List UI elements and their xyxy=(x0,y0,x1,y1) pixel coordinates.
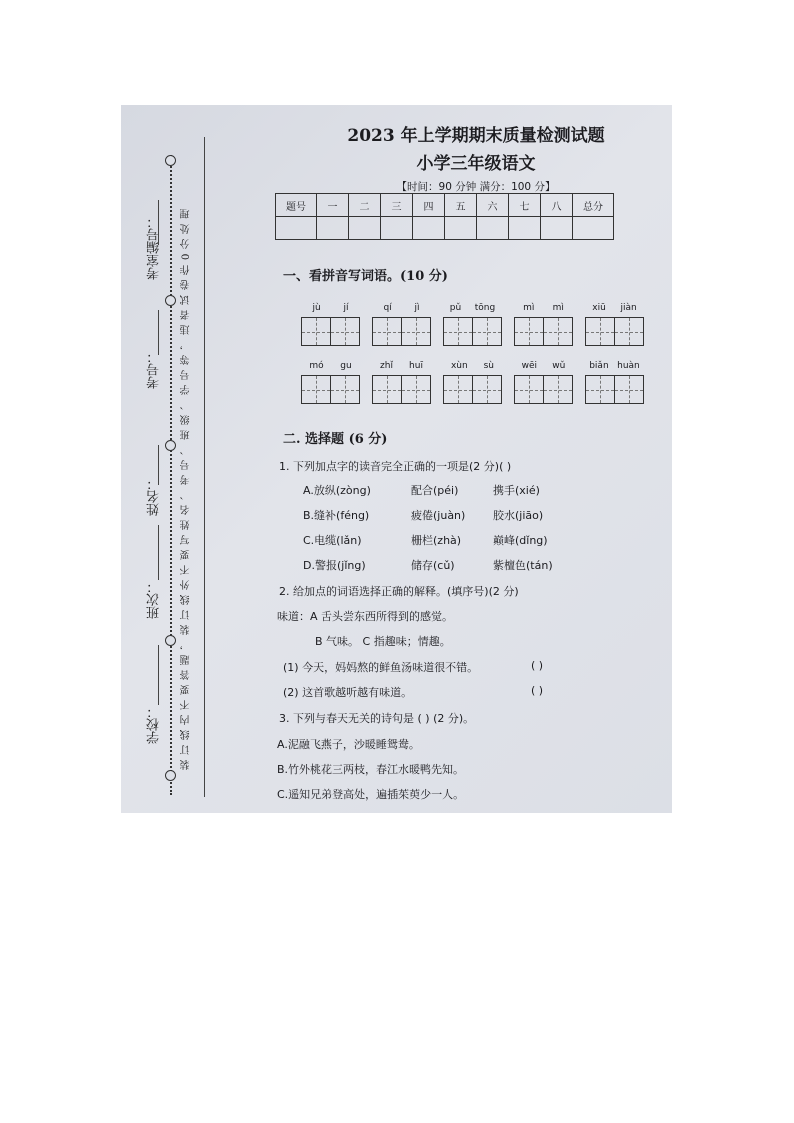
section-2-title: 二. 选择题 (6 分) xyxy=(283,432,388,447)
q1-option: 巅峰(dǐng) xyxy=(493,534,548,547)
score-header: 四 xyxy=(413,194,445,217)
pinyin: mì xyxy=(523,303,535,313)
q1-option: C.电缆(lǎn) xyxy=(303,534,362,547)
pinyin: huàn xyxy=(617,361,640,371)
score-table xyxy=(275,193,614,240)
score-cell[interactable] xyxy=(413,217,445,240)
binding-ring xyxy=(165,770,176,781)
binding-ring xyxy=(165,295,176,306)
seat-number-underline xyxy=(158,310,159,355)
pinyin-word xyxy=(514,361,573,404)
score-header: 总分 xyxy=(573,194,614,217)
pinyin-word xyxy=(372,303,431,346)
pinyin-word xyxy=(585,303,644,346)
score-cell[interactable] xyxy=(349,217,381,240)
pinyin: huī xyxy=(409,361,423,371)
score-cell[interactable] xyxy=(573,217,614,240)
section-1-title: 一、看拼音写词语。(10 分) xyxy=(283,269,448,284)
pinyin: pǔ xyxy=(449,303,462,313)
writing-grid[interactable] xyxy=(585,317,644,346)
binding-notice: 装订线内不要答题，装订线外不要写姓名、考号、班级、学号等，违者试卷作0分处理 xyxy=(181,203,192,770)
q3-option-b: B.竹外桃花三两枝，春江水暖鸭先知。 xyxy=(277,763,465,776)
score-cell[interactable] xyxy=(477,217,509,240)
class-label: 班次： xyxy=(147,580,162,619)
binding-ring xyxy=(165,635,176,646)
name-underline xyxy=(158,445,159,485)
pinyin-word xyxy=(301,303,360,346)
exam-room-label: 考室编号： xyxy=(147,215,162,280)
q1-option: D.警报(jǐng) xyxy=(303,559,366,572)
score-header: 题号 xyxy=(276,194,317,217)
q2-stem: 2. 给加点的词语选择正确的解释。(填序号)(2 分) xyxy=(279,585,519,598)
pinyin: jiàn xyxy=(620,303,637,313)
pinyin: jì xyxy=(414,303,420,313)
binding-ring xyxy=(165,440,176,451)
pinyin: gu xyxy=(340,361,352,371)
exam-subtitle: 小学三年级语文 xyxy=(416,154,536,174)
pinyin-word xyxy=(514,303,573,346)
pinyin: sù xyxy=(483,361,495,371)
writing-grid[interactable] xyxy=(443,317,502,346)
score-header: 六 xyxy=(477,194,509,217)
q1-option: 携手(xié) xyxy=(493,484,540,497)
q1-option: B.缝补(féng) xyxy=(303,509,370,522)
pinyin: xùn xyxy=(450,361,468,371)
writing-grid[interactable] xyxy=(514,317,573,346)
school-label: 学校： xyxy=(147,705,162,744)
score-cell[interactable] xyxy=(317,217,349,240)
writing-grid[interactable] xyxy=(301,375,360,404)
pinyin: wēi xyxy=(521,361,538,371)
q2-meaning-bc: B 气味。 C 指趣味；情趣。 xyxy=(315,635,451,648)
q3-option-a: A.泥融飞燕子，沙暖睡鸳鸯。 xyxy=(277,738,420,751)
pinyin-word xyxy=(443,361,502,404)
q2-answer-blank-2[interactable]: ( ) xyxy=(531,684,544,697)
score-header: 七 xyxy=(509,194,541,217)
name-label: 姓名： xyxy=(147,477,162,516)
q1-stem: 1. 下列加点字的读音完全正确的一项是(2 分)( ) xyxy=(279,460,512,473)
pinyin: jù xyxy=(312,303,321,313)
binding-ring xyxy=(165,155,176,166)
writing-grid[interactable] xyxy=(372,375,431,404)
binding-dotted-line xyxy=(170,155,172,795)
q1-option: 配合(péi) xyxy=(411,484,459,497)
class-underline xyxy=(158,525,159,580)
pinyin-word xyxy=(372,361,431,404)
score-header: 八 xyxy=(541,194,573,217)
pinyin-row-1 xyxy=(301,303,644,346)
writing-grid[interactable] xyxy=(372,317,431,346)
exam-meta: 【时间：90 分钟 满分：100 分】 xyxy=(396,181,556,193)
pinyin: wǔ xyxy=(552,361,566,371)
writing-grid[interactable] xyxy=(514,375,573,404)
q3-stem: 3. 下列与春天无关的诗句是 ( ) (2 分)。 xyxy=(279,712,475,725)
score-cell[interactable] xyxy=(381,217,413,240)
q1-option: 疲倦(juàn) xyxy=(411,509,466,522)
q2-sentence-1: (1) 今天，妈妈熬的鲜鱼汤味道很不错。 xyxy=(283,661,479,674)
pinyin-word xyxy=(301,361,360,404)
q2-sentence-2: (2) 这首歌越听越有味道。 xyxy=(283,686,413,699)
score-cell[interactable] xyxy=(541,217,573,240)
score-header: 一 xyxy=(317,194,349,217)
q3-option-c: C.遥知兄弟登高处，遍插茱萸少一人。 xyxy=(277,788,465,801)
score-header: 二 xyxy=(349,194,381,217)
pinyin: mó xyxy=(309,361,324,371)
q2-meaning-a: 味道：A 舌头尝东西所得到的感觉。 xyxy=(277,610,454,623)
q1-option: 胶水(jiāo) xyxy=(493,509,544,522)
q1-option: A.放纵(zòng) xyxy=(303,484,371,497)
pinyin: jí xyxy=(343,303,349,313)
score-header: 三 xyxy=(381,194,413,217)
q1-option: 紫檀色(tán) xyxy=(493,559,553,572)
school-underline xyxy=(158,645,159,705)
pinyin: xiū xyxy=(592,303,606,313)
q1-option: 栅栏(zhà) xyxy=(411,534,462,547)
pinyin-row-2 xyxy=(301,361,644,404)
writing-grid[interactable] xyxy=(443,375,502,404)
seat-number-label: 考号： xyxy=(147,350,162,389)
exam-photo xyxy=(121,105,672,813)
writing-grid[interactable] xyxy=(585,375,644,404)
exam-title: 2023 年上学期期末质量检测试题 xyxy=(347,126,605,146)
pinyin-word xyxy=(585,361,644,404)
binding-solid-line xyxy=(204,137,205,797)
score-header: 五 xyxy=(445,194,477,217)
exam-room-underline xyxy=(158,200,159,245)
score-cell[interactable] xyxy=(445,217,477,240)
q1-option: 储存(cǔ) xyxy=(411,559,455,572)
score-cell[interactable] xyxy=(509,217,541,240)
pinyin: zhǐ xyxy=(380,361,393,371)
pinyin-word xyxy=(443,303,502,346)
score-cell[interactable] xyxy=(276,217,317,240)
pinyin: qí xyxy=(383,303,392,313)
writing-grid[interactable] xyxy=(301,317,360,346)
pinyin: mì xyxy=(552,303,564,313)
pinyin: biǎn xyxy=(589,361,609,371)
pinyin: tōng xyxy=(474,303,496,313)
q2-answer-blank-1[interactable]: ( ) xyxy=(531,659,544,672)
